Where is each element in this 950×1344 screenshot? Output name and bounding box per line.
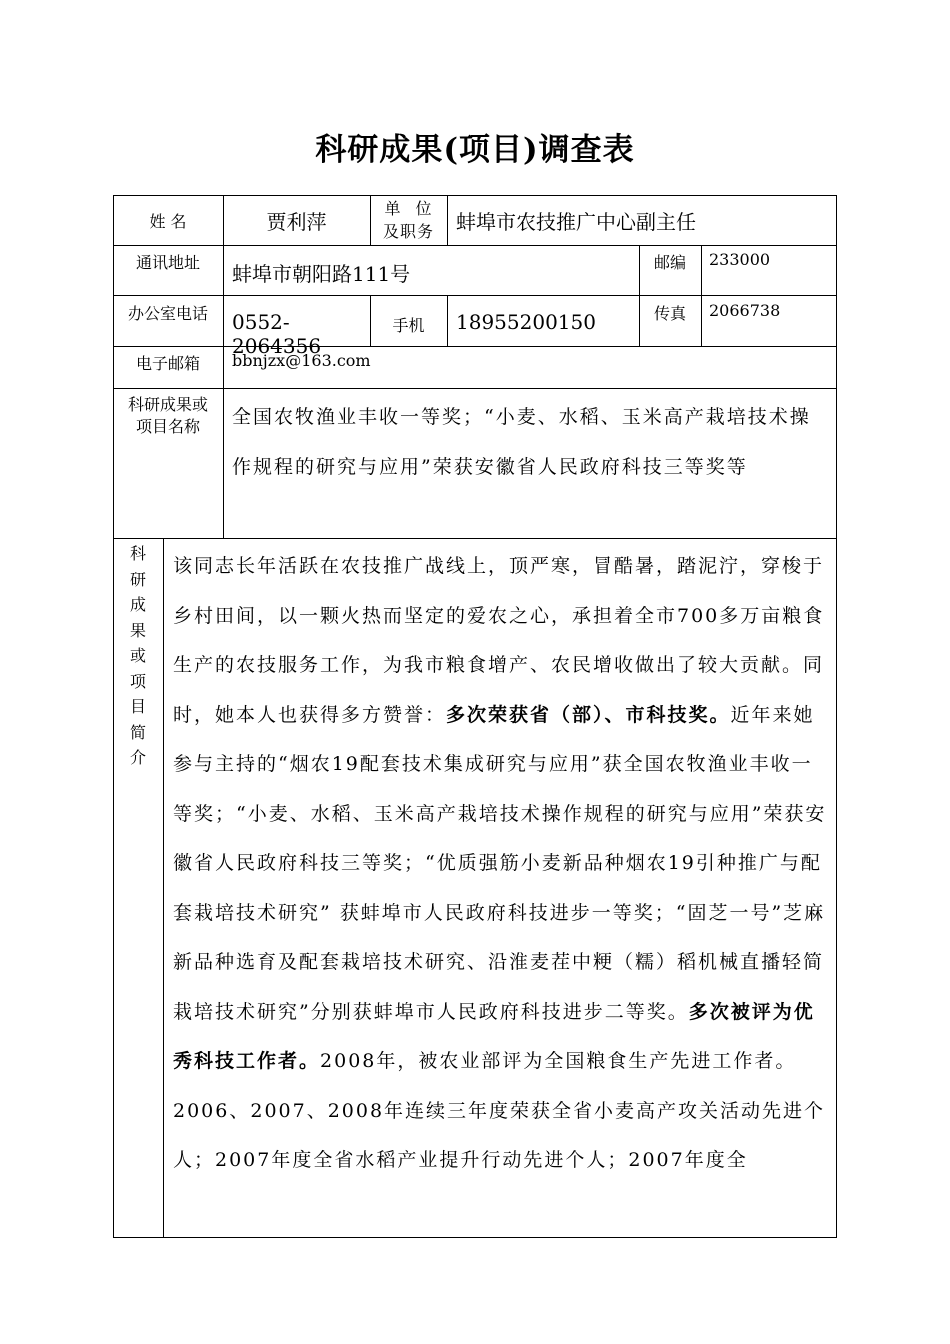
address-value: 蚌埠市朝阳路111号 — [232, 262, 411, 286]
name-value: 贾利萍 — [266, 210, 327, 234]
email-label: 电子邮箱 — [135, 354, 200, 373]
address-label: 通讯地址 — [135, 253, 200, 272]
survey-table — [113, 195, 837, 1238]
intro-text-2: 近年来她参与主持的“烟农19配套技术集成研究与应用”获全国农牧渔业丰收一等奖；“小麦、水稻、玉米高产栽培技术操作规程的研究与应用”荣获安徽省人民政府科技三等奖；“优质强筋小麦新品种烟农19引种推广与配套栽培技术研究” 获蚌埠市人民政府科技进步一等奖；“固芝一号”芝麻新品种选育及配套栽培技术研究、沿淮麦茬中粳（糯）稻机械直播轻简栽培技术研究”分别获蚌埠市人民政府科技进步二等奖。 — [173, 703, 827, 1023]
intro-label: 科研成果或项目简介 — [130, 544, 147, 767]
fax-value: 2066738 — [709, 301, 781, 320]
unit-position-label-line1: 单 位 — [384, 199, 433, 218]
email-value: bbnjzx@163.com — [232, 351, 371, 370]
intro-text-3: 2008年，被农业部评为全国粮食生产先进工作者。2006、2007、2008年连续三年度荣获全省小麦高产攻关活动先进个人；2007年度全省水稻产业提升行动先进个人；2007年度全 — [173, 1050, 826, 1171]
mobile-label: 手机 — [392, 316, 425, 335]
unit-position-label-line2: 及职务 — [382, 222, 434, 241]
name-label: 姓 名 — [149, 212, 187, 231]
page-title: 科研成果(项目)调查表 — [315, 132, 635, 168]
project-name-label-line2: 项目名称 — [135, 417, 200, 436]
mobile-value: 18955200150 — [456, 310, 596, 334]
office-phone-value: 0552-2064356 — [232, 310, 322, 358]
project-name-value: 全国农牧渔业丰收一等奖；“小麦、水稻、玉米高产栽培技术操作规程的研究与应用”荣获安徽省人民政府科技三等奖等 — [232, 406, 811, 478]
unit-position-value: 蚌埠市农技推广中心副主任 — [456, 210, 696, 234]
fax-label: 传真 — [653, 304, 686, 323]
office-phone-label: 办公室电话 — [127, 304, 208, 323]
project-name-label — [113, 394, 223, 438]
unit-position-label — [370, 197, 447, 243]
intro-highlight-awards: 多次荣获省（部）、市科技奖。 — [446, 703, 731, 726]
intro-highlight-honors: 多次被评为优秀科技工作者。 — [173, 1000, 815, 1072]
postcode-value: 233000 — [709, 250, 771, 269]
intro-text-1: 该同志长年活跃在农技推广战线上，顶严寒，冒酷暑，踏泥泞，穿梭于乡村田间，以一颗火热而坚定的爱农之心，承担着全市700多万亩粮食生产的农技服务工作，为我市粮食增产、农民增收做出了较大贡献。同时，她本人也获得多方赞誉： — [173, 555, 825, 726]
intro-body — [173, 542, 831, 1186]
project-name-label-line1: 科研成果或 — [127, 395, 208, 414]
postcode-label: 邮编 — [653, 253, 686, 272]
